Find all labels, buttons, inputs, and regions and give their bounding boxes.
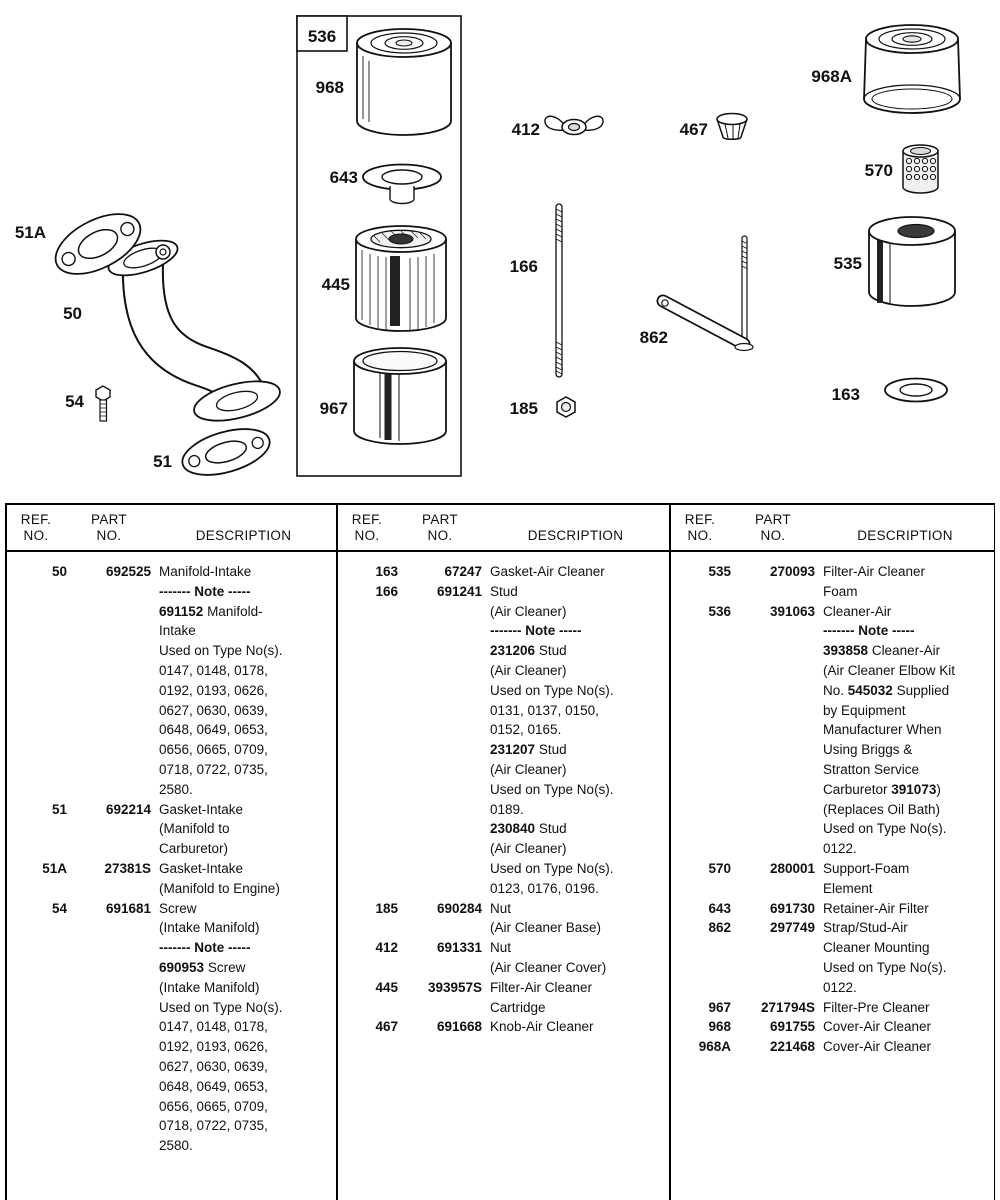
label-51: 51 xyxy=(153,452,172,471)
table-body xyxy=(5,552,995,1156)
description-line: Manufacturer When xyxy=(823,722,942,738)
description-line: 691152 Manifold- xyxy=(159,603,263,619)
description-line: 0648, 0649, 0653, xyxy=(159,722,268,738)
table-row xyxy=(336,582,669,899)
description-line: 690953 Screw xyxy=(159,959,246,975)
description-cell xyxy=(482,582,669,899)
part-no-cell: 691241 xyxy=(436,583,482,599)
table-row xyxy=(336,978,669,1018)
description-line: Cleaner Mounting xyxy=(823,940,930,956)
description-line: 0627, 0630, 0639, xyxy=(159,1058,268,1074)
description-line: (Air Cleaner) xyxy=(490,761,567,777)
table-row xyxy=(669,998,995,1018)
description-line: 0122. xyxy=(823,979,857,995)
ref-no-cell: 166 xyxy=(375,583,398,599)
description-line: 231207 Stud xyxy=(490,742,567,758)
description-line: 0656, 0665, 0709, xyxy=(159,1098,268,1114)
table-row xyxy=(336,562,669,582)
description-line: Used on Type No(s). xyxy=(490,860,614,876)
description-line: (Manifold to xyxy=(159,821,230,837)
label-54: 54 xyxy=(65,392,84,411)
description-line: ------- Note ----- xyxy=(490,623,582,639)
description-cell xyxy=(482,938,669,978)
part-862-strap xyxy=(662,236,753,351)
description-line: 0192, 0193, 0626, xyxy=(159,682,268,698)
part-50-manifold xyxy=(104,234,283,429)
part-no-header xyxy=(731,512,815,544)
ref-no-cell: 643 xyxy=(708,900,731,916)
description-line: (Air Cleaner Base) xyxy=(490,920,602,936)
column-divider xyxy=(669,505,671,1200)
description-line: ------- Note ----- xyxy=(159,940,251,956)
ref-no-cell: 50 xyxy=(51,564,67,579)
label-968: 968 xyxy=(315,78,344,97)
description-line: Element xyxy=(823,880,873,896)
ref-header-line1: REF. xyxy=(351,512,383,527)
table-row xyxy=(669,1037,995,1057)
description-line: Gasket-Intake xyxy=(159,801,244,817)
description-line: Gasket-Air Cleaner xyxy=(490,564,605,579)
table-row xyxy=(336,1017,669,1037)
description-line: Gasket-Intake xyxy=(159,860,244,876)
description-line: Used on Type No(s). xyxy=(823,959,947,975)
part-header-line1: PART xyxy=(422,512,458,527)
description-line: 0627, 0630, 0639, xyxy=(159,702,268,718)
description-line: ------- Note ----- xyxy=(159,583,251,599)
table-column-3 xyxy=(669,552,995,1156)
header-col-3 xyxy=(669,512,995,544)
table-row xyxy=(669,918,995,997)
part-no-cell: 391063 xyxy=(769,603,815,619)
ref-no-cell: 467 xyxy=(375,1019,398,1035)
part-no-cell: 691331 xyxy=(436,940,482,956)
description-line: Filter-Pre Cleaner xyxy=(823,999,930,1015)
description-cell xyxy=(815,1017,995,1037)
table-row xyxy=(669,899,995,919)
description-line: 0147, 0148, 0178, xyxy=(159,1019,268,1035)
table-column-2 xyxy=(336,552,669,1156)
ref-no-cell: 185 xyxy=(375,900,398,916)
description-line: 0718, 0722, 0735, xyxy=(159,1118,268,1134)
part-no-cell: 692525 xyxy=(105,564,151,579)
description-line: (Intake Manifold) xyxy=(159,920,260,936)
label-968A: 968A xyxy=(811,67,852,86)
label-570: 570 xyxy=(864,161,893,180)
part-no-cell: 297749 xyxy=(769,920,815,936)
description-line: Knob-Air Cleaner xyxy=(490,1019,594,1035)
ref-no-header xyxy=(336,512,398,544)
label-862: 862 xyxy=(639,328,668,347)
description-cell xyxy=(482,899,669,939)
parts-table xyxy=(5,503,995,1200)
description-line: 0656, 0665, 0709, xyxy=(159,742,268,758)
table-border-right xyxy=(994,505,996,1200)
ref-no-cell: 54 xyxy=(51,900,67,916)
label-967: 967 xyxy=(319,399,348,418)
part-no-header xyxy=(398,512,482,544)
description-line: Nut xyxy=(490,900,512,916)
ref-no-header xyxy=(669,512,731,544)
description-line: (Replaces Oil Bath) xyxy=(823,801,941,817)
part-968A-cover xyxy=(864,25,960,113)
part-163-gasket xyxy=(885,379,947,402)
part-no-cell: 27381S xyxy=(104,860,151,876)
description-line: Stratton Service xyxy=(823,761,920,777)
description-line: 0123, 0176, 0196. xyxy=(490,880,599,896)
part-no-cell: 221468 xyxy=(769,1039,815,1055)
description-line: Intake xyxy=(159,623,196,639)
description-line: Cartridge xyxy=(490,999,546,1015)
part-no-header xyxy=(67,512,151,544)
ref-header-line2: NO. xyxy=(354,528,380,543)
description-line: Using Briggs & xyxy=(823,742,913,758)
description-line: (Air Cleaner Cover) xyxy=(490,959,607,975)
description-line: 0718, 0722, 0735, xyxy=(159,761,268,777)
description-cell xyxy=(815,998,995,1018)
ref-no-cell: 967 xyxy=(708,999,731,1015)
table-row xyxy=(669,602,995,859)
description-line: 230840 Stud xyxy=(490,821,567,837)
description-line: 0648, 0649, 0653, xyxy=(159,1078,268,1094)
part-no-cell: 271794S xyxy=(760,999,815,1015)
description-cell xyxy=(151,562,336,800)
header-col-1 xyxy=(5,512,336,544)
label-535: 535 xyxy=(833,254,862,273)
table-row xyxy=(5,562,336,800)
part-467-knob xyxy=(717,114,747,140)
description-line: Carburetor 391073) xyxy=(823,781,941,797)
part-no-cell: 393957S xyxy=(427,979,482,995)
label-50: 50 xyxy=(63,304,82,323)
part-51-gasket xyxy=(177,420,275,483)
header-col-2 xyxy=(336,512,669,544)
part-no-cell: 692214 xyxy=(105,801,151,817)
description-line: Carburetor) xyxy=(159,841,229,857)
description-line: Cleaner-Air xyxy=(823,603,892,619)
label-467: 467 xyxy=(679,120,708,139)
description-cell xyxy=(815,899,995,919)
label-166: 166 xyxy=(509,257,538,276)
description-line: Support-Foam xyxy=(823,860,910,876)
description-line: (Air Cleaner) xyxy=(490,603,567,619)
description-cell xyxy=(151,899,336,1156)
part-no-cell: 270093 xyxy=(769,564,815,579)
description-line: 2580. xyxy=(159,1138,193,1154)
part-535-foam xyxy=(869,217,955,306)
description-line: 0147, 0148, 0178, xyxy=(159,662,268,678)
description-line: Cover-Air Cleaner xyxy=(823,1019,932,1035)
description-line: Foam xyxy=(823,583,858,599)
table-row xyxy=(5,859,336,899)
table-row xyxy=(669,859,995,899)
description-line: (Air Cleaner) xyxy=(490,662,567,678)
description-line: Manifold-Intake xyxy=(159,564,252,579)
ref-no-cell: 51 xyxy=(51,801,67,817)
table-row xyxy=(5,800,336,859)
ref-no-header xyxy=(5,512,67,544)
ref-no-cell: 51A xyxy=(42,860,67,876)
description-line: 0122. xyxy=(823,841,857,857)
description-header: DESCRIPTION xyxy=(195,528,292,543)
label-163: 163 xyxy=(831,385,860,404)
part-967-precleaner xyxy=(354,348,446,444)
ref-no-cell: 570 xyxy=(708,860,731,876)
table-row xyxy=(669,562,995,602)
description-line: 2580. xyxy=(159,781,193,797)
ref-no-cell: 968 xyxy=(708,1019,731,1035)
part-no-cell: 691755 xyxy=(769,1019,815,1035)
part-445-cartridge xyxy=(356,226,446,331)
description-line: ------- Note ----- xyxy=(823,623,915,639)
description-cell xyxy=(815,1037,995,1057)
part-412-wingnut xyxy=(545,116,603,134)
description-cell xyxy=(151,859,336,899)
label-412: 412 xyxy=(511,120,540,139)
description-line: No. 545032 Supplied xyxy=(823,682,950,698)
label-445: 445 xyxy=(321,275,350,294)
description-line: Nut xyxy=(490,940,512,956)
table-header xyxy=(5,505,995,552)
part-no-cell: 691730 xyxy=(769,900,815,916)
part-643-retainer xyxy=(363,165,441,204)
description-line: (Air Cleaner) xyxy=(490,841,567,857)
ref-no-cell: 536 xyxy=(708,603,731,619)
table-column-1 xyxy=(5,552,336,1156)
description-line: Stud xyxy=(490,583,518,599)
part-166-stud xyxy=(556,204,562,377)
table-row xyxy=(336,899,669,939)
description-cell xyxy=(815,562,995,602)
description-line: Strap/Stud-Air xyxy=(823,920,908,936)
description-cell xyxy=(815,859,995,899)
table-row xyxy=(336,938,669,978)
description-line: Retainer-Air Filter xyxy=(823,900,929,916)
description-line: (Air Cleaner Elbow Kit xyxy=(823,662,956,678)
part-header-line1: PART xyxy=(755,512,791,527)
table-border-left xyxy=(5,505,7,1200)
description-header: DESCRIPTION xyxy=(527,528,624,543)
part-header-line2: NO. xyxy=(760,528,786,543)
description-header: DESCRIPTION xyxy=(857,528,953,543)
parts-diagram xyxy=(0,0,1000,503)
description-line: by Equipment xyxy=(823,702,906,718)
description-line: Used on Type No(s). xyxy=(159,999,283,1015)
part-no-cell: 690284 xyxy=(436,900,482,916)
ref-header-line2: NO. xyxy=(687,528,713,543)
ref-header-line2: NO. xyxy=(23,528,49,543)
description-line: 0152, 0165. xyxy=(490,722,562,738)
label-643: 643 xyxy=(329,168,358,187)
description-cell xyxy=(815,918,995,997)
part-no-cell: 691681 xyxy=(105,900,151,916)
description-line: Used on Type No(s). xyxy=(159,643,283,659)
description-cell xyxy=(482,978,669,1018)
ref-no-cell: 535 xyxy=(708,564,731,579)
description-line: Used on Type No(s). xyxy=(490,781,614,797)
description-line: (Manifold to Engine) xyxy=(159,880,280,896)
description-line: Cover-Air Cleaner xyxy=(823,1039,932,1055)
description-line: 393858 Cleaner-Air xyxy=(823,643,941,659)
description-line: (Intake Manifold) xyxy=(159,979,260,995)
ref-no-cell: 445 xyxy=(375,979,398,995)
description-cell xyxy=(815,602,995,859)
ref-no-cell: 412 xyxy=(375,940,398,956)
part-header-line2: NO. xyxy=(427,528,453,543)
description-line: 231206 Stud xyxy=(490,643,567,659)
part-no-cell: 67247 xyxy=(444,564,482,579)
part-968-cover xyxy=(357,29,451,135)
description-cell xyxy=(482,562,669,582)
description-line: 0131, 0137, 0150, xyxy=(490,702,599,718)
part-header-line1: PART xyxy=(91,512,127,527)
ref-no-cell: 163 xyxy=(375,564,398,579)
ref-header-line1: REF. xyxy=(20,512,52,527)
table-row xyxy=(669,1017,995,1037)
part-54-screw xyxy=(96,386,110,421)
description-line: Screw xyxy=(159,900,197,916)
description-line: 0192, 0193, 0626, xyxy=(159,1039,268,1055)
ref-header-line1: REF. xyxy=(684,512,716,527)
part-570-support xyxy=(903,145,938,193)
description-line: Used on Type No(s). xyxy=(490,682,614,698)
column-divider xyxy=(336,505,338,1200)
table-row xyxy=(5,899,336,1156)
description-line: Filter-Air Cleaner xyxy=(823,564,926,579)
label-536: 536 xyxy=(307,27,337,46)
description-cell xyxy=(482,1017,669,1037)
part-185-nut xyxy=(557,397,575,417)
description-line: Filter-Air Cleaner xyxy=(490,979,593,995)
description-cell xyxy=(151,800,336,859)
ref-no-cell: 968A xyxy=(698,1039,731,1055)
ref-no-cell: 862 xyxy=(708,920,731,936)
description-line: Used on Type No(s). xyxy=(823,821,947,837)
part-no-cell: 280001 xyxy=(769,860,815,876)
label-51A: 51A xyxy=(14,223,46,242)
label-185: 185 xyxy=(509,399,538,418)
part-header-line2: NO. xyxy=(96,528,122,543)
description-line: 0189. xyxy=(490,801,524,817)
part-no-cell: 691668 xyxy=(436,1019,482,1035)
